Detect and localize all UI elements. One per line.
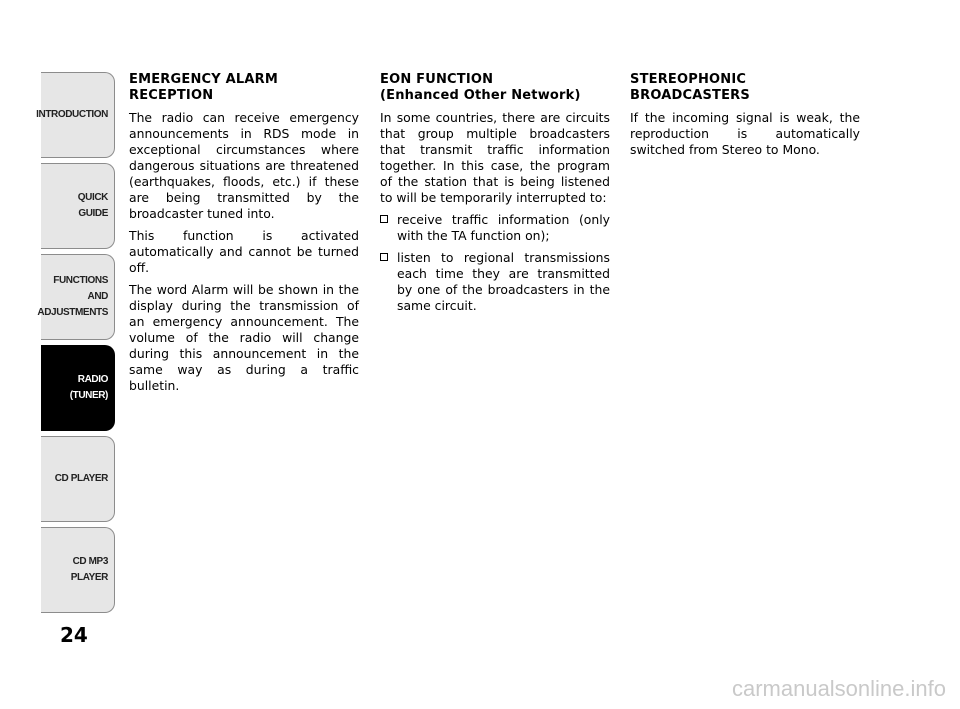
column-eon-function [380, 72, 610, 320]
column-stereophonic-broadcasters [630, 72, 860, 164]
paragraph: In some countries, there are circuits that group multiple broadcasters that transmit traffic information together. In this case, the program of the station that is being listened to will be temporarily interrupted to: [380, 110, 610, 205]
tab-quick-guide[interactable]: QUICK GUIDE [41, 163, 115, 249]
list-item-text: receive traffic information (only with the TA function on); [397, 212, 610, 243]
tab-radio-tuner[interactable]: RADIO (TUNER) [41, 345, 115, 431]
page-number: 24 [60, 623, 88, 647]
list-item [380, 212, 610, 244]
watermark: carmanualsonline.info [731, 676, 946, 701]
tab-cd-mp3-player[interactable]: CD MP3 PLAYER [41, 527, 115, 613]
section-heading-eon-function: EON FUNCTION (Enhanced Other Network) [380, 72, 581, 103]
bullet-list [380, 212, 610, 314]
section-heading-emergency-alarm: EMERGENCY ALARM RECEPTION [129, 72, 278, 103]
column-emergency-alarm [129, 72, 359, 400]
paragraph: This function is activated automatically and cannot be turned off. [129, 228, 359, 275]
list-item [380, 250, 610, 314]
paragraph: The radio can receive emergency announcements in RDS mode in exceptional circumstances where dangerous situations are threatened (earthquakes, floods, etc.) if these are being transmitted by the broadcaster tuned into. [129, 110, 359, 221]
paragraph: If the incoming signal is weak, the reproduction is automatically switched from Stereo to Mono. [630, 110, 860, 157]
section-heading-stereophonic: STEREOPHONIC BROADCASTERS [630, 72, 750, 103]
tab-functions-and-adjustments[interactable]: FUNCTIONS AND ADJUSTMENTS [41, 254, 115, 340]
section-tabs [36, 72, 115, 618]
tab-cd-player[interactable]: CD PLAYER [41, 436, 115, 522]
list-item-text: listen to regional transmissions each time they are transmitted by one of the broadcasters in the same circuit. [397, 250, 610, 313]
checkbox-bullet-icon [380, 253, 388, 261]
tab-introduction[interactable]: INTRODUCTION [41, 72, 115, 158]
paragraph: The word Alarm will be shown in the display during the transmission of an emergency announcement. The volume of the radio will change during this announcement in the same way as during a traffic bulletin. [129, 282, 359, 393]
checkbox-bullet-icon [380, 215, 388, 223]
